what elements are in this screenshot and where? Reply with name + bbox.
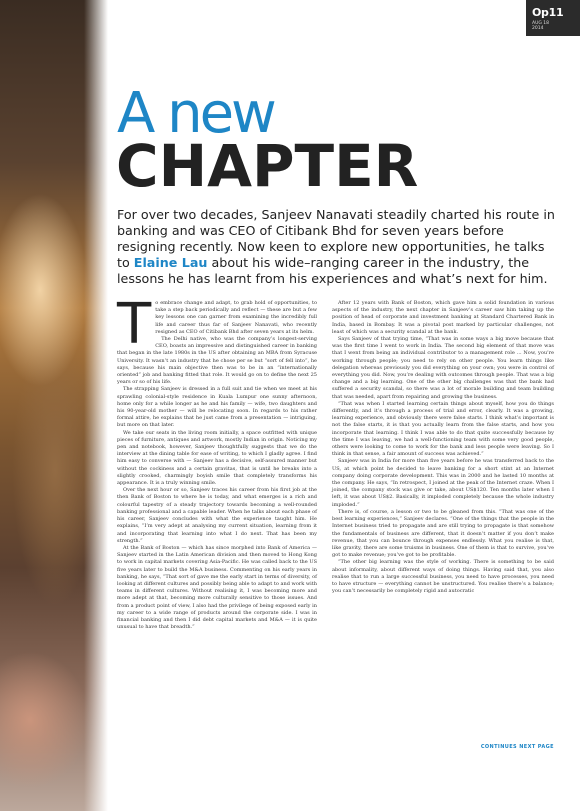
issue-date (532, 21, 549, 31)
body-paragraph: The strapping Sanjeev is dressed in a full suit and tie when we meet at his sprawling colonial-style residence in Kuala Lumpur one sunny afternoon, home only for a while longer as he and his family — wife, two daughters and his 90-year-old mother — will be relocating soon. In regards to his rather formal attire, he explains that he just came from a presentation — intriguing, but more on that later. (117, 386, 317, 429)
byline: Elaine Lau (133, 255, 208, 270)
body-paragraph: Over the next hour or so, Sanjeev traces his career from his first job at the then Bank of Boston to where he is today, and what emerges is a rich and colourful tapestry of a steady trajectory towards becoming a well-rounded banking professional and a capable leader. When he talks about each phase of his career, Sanjeev concludes with what the experience taught him. He explains, “I’m very adept at analysing my current situation, learning from it and incorporating that learning into what I do next. That has been my strength.” (117, 487, 317, 544)
section-tab (526, 0, 580, 36)
body-column-1 (117, 292, 317, 631)
body-paragraph: “That was when I started learning certain things about myself, how you do things differently, and it’s through a process of trial and error, clearly. It was a growing, learning experience, and obviously there were false starts. I think what’s important is not the false starts, it is that you actually learn from the false starts, and how you incorporate that learning. I think I was able to do that quite successfully because by the time I was leaving, we had a well-functioning team with some very good people, others were looking to come to work for the bank and less people were leaving. So I think in that sense, a fair amount of success was achieved.” (332, 400, 554, 458)
body-column-2 (332, 300, 554, 595)
continues-next-page[interactable]: CONTINUES NEXT PAGE (480, 744, 554, 750)
body-paragraph: Sanjeev was in India for more than five years before he was transferred back to the US, at which point he decided to leave banking for a short stint at an Internet company doing corporate development. This was in 2000 and he lasted 10 months at the company. He says, “In retrospect, I joined at the peak of the Internet craze. When I joined, the company stock was give or take, about US$120. Ten months later when I left, it was about US$2. Basically, it imploded completely because the whole industry imploded.” (332, 458, 554, 508)
body-paragraph: We take our seats in the living room initially, a space outfitted with unique pieces of furniture, antiques and artwork, mostly Indian in origin. Noticing my pen and notebook, however, Sanjeev thoughtfully suggests that we do the interview at the dining table for ease of writing, to which I gladly agree. I find him easy to converse with — Sanjeev has a decisive, self-assured manner but without the cockiness and a certain gravitas, that is until he breaks into a slightly crooked, charmingly boyish smile that completely transforms his appearance. It is a truly winning smile. (117, 429, 317, 487)
headline-line2: CHAPTER (116, 132, 419, 200)
standfirst-text-before: For over two decades, Sanjeev Nanavati steadily charted his route in banking and was CEO of Citibank Bhd for seven years before resigning recently. Now keen to explore new opportunities, he talks to (117, 207, 555, 270)
issue-date-line2: 2014 (532, 26, 544, 31)
body-paragraph: After 12 years with Bank of Boston, which gave him a solid foundation in various aspects of the industry, the next chapter in Sanjeev’s career saw him taking up the position of head of corporate and investment banking at Standard Chartered Bank in India, based in Bombay. It was a pivotal post marked by particular challenges, not least of which was a security scandal at the bank. (332, 300, 554, 335)
issue-date-line1: AUG 18 (532, 21, 550, 26)
body-paragraph: There is, of course, a lesson or two to be gleaned from this. “That was one of the best learning experiences,” Sanjeev declares. “One of the things that the people in the Internet business tried to propagate and are still trying to propagate is that somehow the fundamentals of business are different, that it doesn’t matter if you don’t make revenue, that you can bounce through expenses endlessly. What you realise is that, like gravity, there are some truisms in business. One of them is that to survive, you’ve got to make revenue; you’ve got to be profitable. (332, 508, 554, 559)
body-paragraph: The Delhi native, who was the company’s longest-serving CEO, boasts an impressive and distinguished career in banking that began in the late 1980s in the US after obtaining an MBA from Syracuse University. It wasn’t an industry that he chose per se but “sort of fell into”, he says, because his main objective then was to be in an “internationally oriented” job and banking fitted that role. It would go on to define the next 25 years or so of his life. (117, 336, 317, 386)
section-label: Op11 (532, 6, 564, 19)
standfirst-text-after: about his wide–ranging career in the industry, the lessons he has learnt from his experiences and what’s next for him. (117, 255, 548, 286)
drop-cap: T (117, 292, 152, 357)
body-paragraph: “The other big learning was the style of working. There is something to be said about informality, about different ways of doing things. Having said that, you also realise that to run a large successful business, you need to have processes, you need to have structure — everything cannot be unstructured. You realise there’s a balance; you can’t necessarily be completely rigid and autocratic (332, 559, 554, 595)
standfirst (117, 207, 557, 287)
body-paragraph: Says Sanjeev of that trying time, “That was in some ways a big move because that was the first time I went to work in India. The second big element of that move was that I went from being an individual contributor to a management role ... Now, you’re working through people; you need to rely on other people. You learn things like delegation whereas previously you did everything on your own; you were in control of everything you did. Now, you’re dealing with outcomes through people. That was a big change and a big learning. One of the other big challenges was that the bank had suffered a security scandal, so there was a lot of morale building and team building that was needed, apart from repairing and growing the business. (332, 336, 554, 400)
portrait-photo (0, 0, 108, 811)
body-paragraph: At the Bank of Boston — which has since morphed into Bank of America — Sanjeev started in the Latin American division and then moved to Hong Kong to work in capital markets covering Asia-Pacific. He was called back to the US five years later to build the M&A business. Commenting on his early years in banking, he says, “That sort of gave me the early start in terms of diversity, of looking at different cultures and possibly being able to adapt to and work with teams in different cultures. Without realising it, I was becoming more and more adept at that, becoming more culturally sensitive to those issues. And from a product point of view, I also had the privilege of being exposed early in my career to a wide range of products around the corporate side. I was in financial banking and then I did debt capital markets and M&A — it is quite unusual to have that breadth.” (117, 544, 317, 631)
body-paragraph: o embrace change and adapt, to grab hold of opportunities, to take a step back periodically and reflect — these are but a few key lessons one can garner from examining the incredibly full life and career thus far of Sanjeev Nanavati, who recently resigned as CEO of Citibank Bhd after seven years at its helm. (155, 300, 317, 335)
headline-line1: A new (117, 81, 274, 146)
